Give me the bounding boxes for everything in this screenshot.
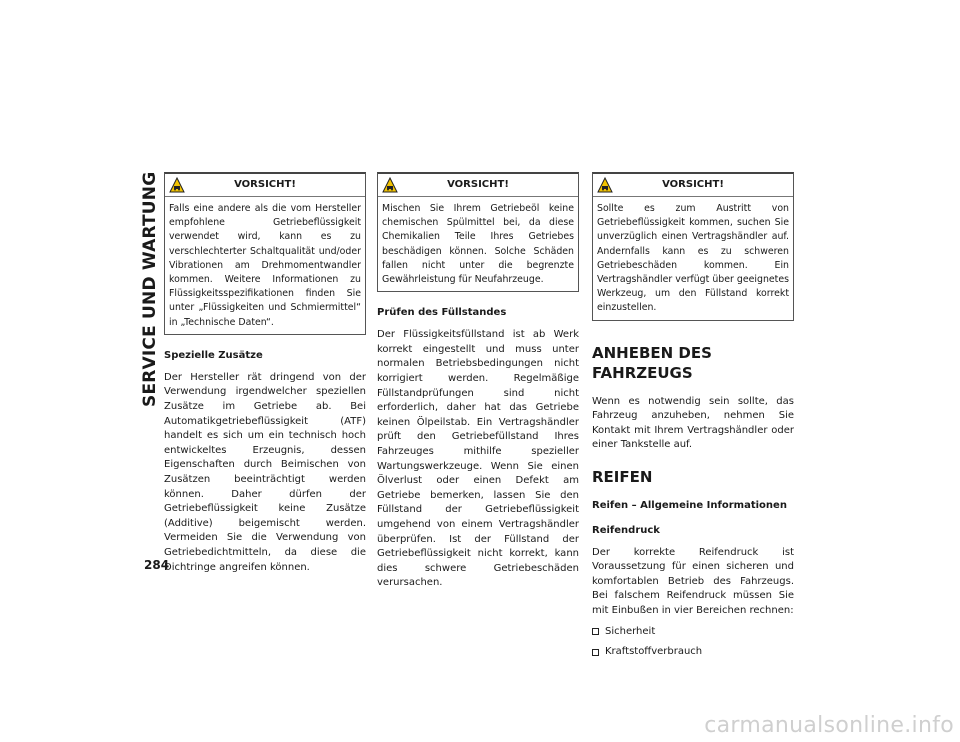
body-text: Der Hersteller rät dringend von der Verwendung irgendwelcher speziellen Zusätze im Getriebe ab. Bei Automatikgetriebeflüssigkeit (ATF) handelt es sich um ein technisch hoch entwickeltes Erzeugnis, dessen Eigenschaften durch Beimischen von Zusätzen beeinträchtigt werden können. Daher dürfen der Getriebeflüssigkeit keine Zusätze (Additive) beigemischt werden. Vermeiden Sie die Verwendung von Getriebedichtmitteln, da diese die Dichtringe angreifen können. — [164, 371, 366, 573]
list-item-label: Kraftstoffverbrauch — [605, 646, 703, 658]
caution-text: Sollte es zum Austritt von Getriebeflüssigkeit kommen, suchen Sie unverzüglich einen Vertragshändler auf. Andernfalls kann es zu schweren Getriebeschäden kommen. Ein Vertragshändler verfügt über geeignetes Werkzeug, um den Füllstand korrekt einzustellen. — [597, 203, 789, 314]
section-side-label: SERVICE UND WARTUNG — [140, 172, 160, 408]
list-item-label: Sicherheit — [605, 625, 656, 637]
caution-box — [592, 172, 794, 321]
square-bullet-icon — [592, 628, 599, 635]
column-2 — [377, 172, 579, 591]
warning-car-icon — [169, 177, 185, 193]
caution-header — [378, 174, 578, 197]
section-title-tires: REIFEN — [592, 468, 653, 486]
caution-text: Falls eine andere als die vom Hersteller empfohlene Getriebeflüssigkeit verwendet wird, kann es zu verschlechterter Schaltqualität und/oder Vibrationen am Drehmomentwandler kommen. Weitere Informationen zu Flüssigkeitsspezifikationen finden Sie unter „Flüssigkeiten und Schmiermittel“ in „Technische Daten“. — [169, 203, 361, 328]
body-text: Wenn es notwendig sein sollte, das Fahrzeug anzuheben, nehmen Sie Kontakt mit Ihrem Vertragshändler oder einer Tankstelle auf. — [592, 395, 794, 451]
bullet-list — [592, 625, 794, 660]
caution-box — [377, 172, 579, 292]
square-bullet-icon — [592, 649, 599, 656]
section-title-lifting: ANHEBEN DES FAHRZEUGS — [592, 343, 712, 382]
warning-car-icon — [597, 177, 613, 193]
caution-header — [593, 174, 793, 197]
list-item — [592, 645, 794, 660]
page-number: 284 — [144, 558, 170, 572]
subheading: Reifendruck — [592, 524, 660, 536]
watermark-url: carmanualsonline.info — [704, 713, 954, 738]
caution-box — [164, 172, 366, 335]
warning-car-icon — [382, 177, 398, 193]
body-text: Der korrekte Reifendruck ist Voraussetzung für einen sicheren und komfortablen Betrieb des Fahrzeugs. Bei falschem Reifendruck müssen Sie mit Einbußen in vier Bereichen rechnen: — [592, 546, 794, 616]
list-item — [592, 625, 794, 640]
minor-heading: Reifen – Allgemeine Informationen — [592, 500, 787, 511]
body-text: Der Flüssigkeitsfüllstand ist ab Werk korrekt eingestellt und muss unter normalen Betriebsbedingungen nicht korrigiert werden. Regelmäßige Füllstandprüfungen sind nicht erforderlich, daher hat das Getriebe keinen Ölpeilstab. Ein Vertragshändler prüft den Getriebefüllstand Ihres Fahrzeuges mithilfe spezieller Wartungswerkzeuge. Wenn Sie einen Ölverlust oder einen Defekt am Getriebe bemerken, lassen Sie den Füllstand der Getriebeflüssigkeit umgehend von einem Vertragshändler überprüfen. Ist der Füllstand der Getriebeflüssigkeit nicht korrekt, kann dies schwere Getriebeschäden verursachen. — [377, 329, 579, 589]
subheading: Prüfen des Füllstandes — [377, 307, 507, 319]
column-1 — [164, 172, 366, 575]
caution-text: Mischen Sie Ihrem Getriebeöl keine chemischen Spülmittel bei, da diese Chemikalien Teile Ihres Getriebes beschädigen können. Solche Schäden fallen nicht unter die begrenzte Gewährleistung für Neufahrzeuge. — [382, 203, 574, 286]
caution-title: VORSICHT! — [234, 179, 296, 190]
caution-header — [165, 174, 365, 197]
caution-title: VORSICHT! — [447, 179, 509, 190]
column-3 — [592, 172, 794, 666]
subheading: Spezielle Zusätze — [164, 349, 263, 361]
caution-title: VORSICHT! — [662, 179, 724, 190]
